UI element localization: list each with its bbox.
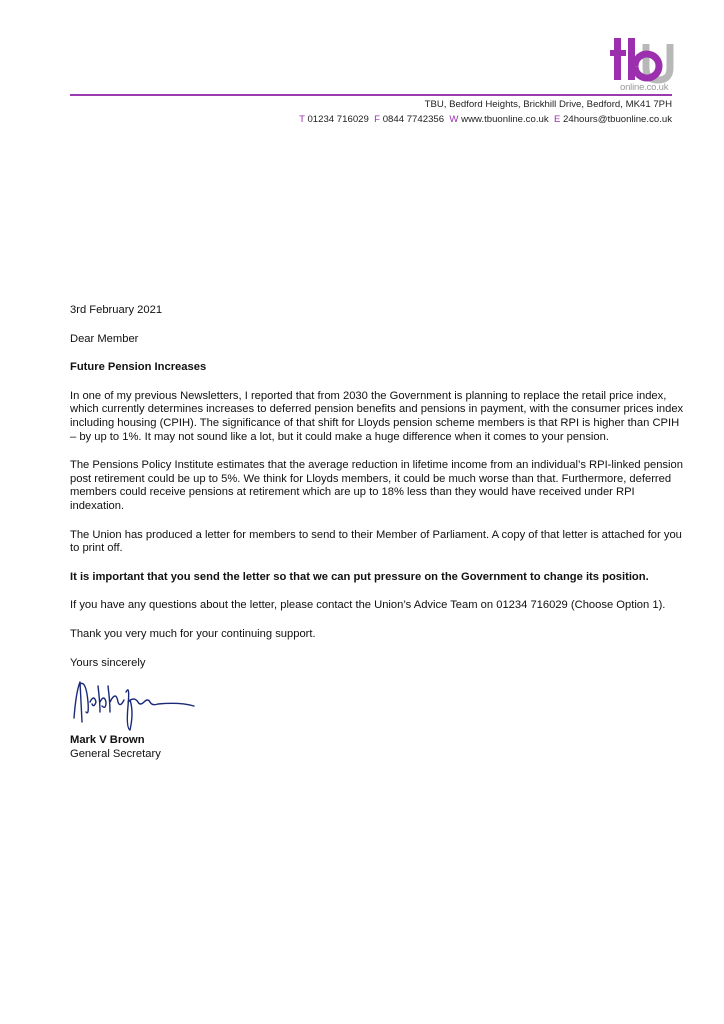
emphasis-paragraph: It is important that you send the letter so that we can put pressure on the Government to change its position.	[70, 570, 649, 583]
salutation: Dear Member	[70, 332, 139, 345]
questions-paragraph: If you have any questions about the letter, please contact the Union’s Advice Team on 01234 716029 (Choose Option 1).	[70, 599, 666, 612]
signature-icon	[70, 672, 200, 732]
signer-name: Mark V Brown	[70, 734, 145, 747]
paragraph-1: In one of my previous Newsletters, I reported that from 2030 the Government is planning to replace the retail price index, which currently determines increases to deferred pension benefits and pensions in payment, with the consumer prices index including housing (CPIH). The significance of that shift for Lloyds pension scheme members is that RPI is higher than CPIH – by up to 1%. It may not sound like a lot, but it could make a huge difference when it comes to your pension.	[70, 389, 684, 443]
fax-value: 0844 7742356	[382, 114, 445, 125]
closing: Yours sincerely	[70, 656, 146, 669]
signer-block	[70, 734, 685, 761]
web-label: W	[449, 114, 459, 125]
letterhead-address: TBU, Bedford Heights, Brickhill Drive, Bedford, MK41 7PH	[424, 99, 672, 110]
paragraph-2: The Pensions Policy Institute estimates that the average reduction in lifetime income from an individual’s RPI-linked pension post retirement could be up to 5%. We think for Lloyds members, it could be much worse than that. Furthermore, deferred members could receive pensions at retirement which are up to 18% less than they would have received under RPI indexation.	[70, 459, 683, 512]
letter-subject: Future Pension Increases	[70, 361, 207, 374]
header-divider	[70, 94, 672, 96]
paragraph-3: The Union has produced a letter for members to send to their Member of Parliament. A copy of that letter is attached for you to print off.	[70, 528, 682, 555]
email-label: E	[553, 114, 561, 125]
fax-label: F	[374, 114, 381, 125]
signer-title: General Secretary	[70, 747, 161, 760]
email-link[interactable]: 24hours@tbuonline.co.uk	[563, 114, 672, 125]
letter-date: 3rd February 2021	[70, 304, 163, 316]
thanks-paragraph: Thank you very much for your continuing support.	[70, 627, 316, 640]
phone-value: 01234 716029	[307, 114, 369, 125]
letter-body	[70, 304, 685, 761]
web-link[interactable]: www.tbuonline.co.uk	[461, 114, 549, 125]
letterhead-contacts	[299, 114, 672, 125]
logo-url-text: online.co.uk	[620, 82, 669, 93]
phone-label: T	[299, 114, 305, 125]
